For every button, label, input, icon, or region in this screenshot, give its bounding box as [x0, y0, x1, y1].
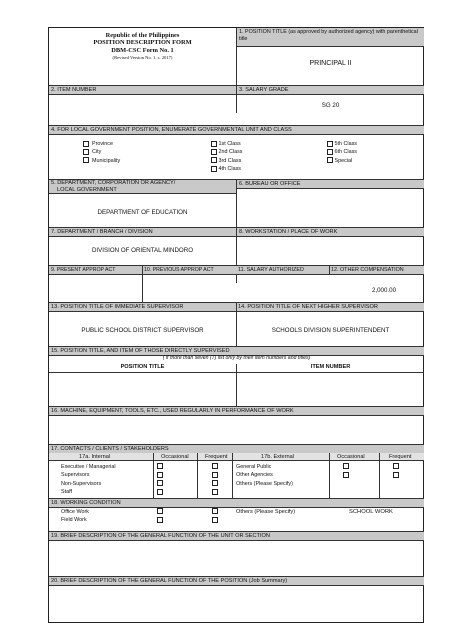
working-condition-office: Office Work [61, 509, 89, 515]
internal-contacts-list [61, 463, 116, 497]
s19-label: 19. BRIEF DESCRIPTION OF THE GENERAL FUNCTION OF THE UNIT OR SECTION [49, 531, 424, 541]
checkbox[interactable] [83, 141, 89, 147]
division-value[interactable]: DIVISION OF ORIENTAL MINDORO [91, 247, 194, 254]
salary-grade-value[interactable]: SG 20 [321, 102, 340, 109]
lgu-unit-list [83, 140, 120, 165]
divider [236, 364, 237, 408]
working-condition-occasional-checkboxes [157, 508, 163, 525]
lgu-class-list-a [211, 140, 242, 174]
checkbox[interactable] [157, 517, 163, 523]
external-occasional-checkboxes [343, 463, 349, 480]
position-description-form [48, 27, 424, 623]
internal-occasional-checkboxes [157, 463, 163, 497]
checkbox[interactable] [212, 517, 218, 523]
internal-contact-supervisors: Supervisors [61, 472, 90, 479]
lgu-option-2nd[interactable]: 2nd Class [211, 148, 242, 156]
s11-label: 11. SALARY AUTHORIZED [238, 267, 304, 273]
header-republic: Republic of the Philippines [105, 32, 180, 39]
form-header [49, 32, 236, 62]
lgu-option-city[interactable]: City [83, 148, 120, 156]
other-compensation-value[interactable]: 2,000.00 [371, 287, 397, 294]
s6-label: 6. BUREAU OR OFFICE [237, 179, 424, 189]
checkbox[interactable] [327, 149, 333, 155]
checkbox[interactable] [212, 508, 218, 514]
s5-label [49, 179, 236, 194]
s8-label: 8. WORKSTATION / PLACE OF WORK [237, 227, 424, 237]
immediate-supervisor-value[interactable]: PUBLIC SCHOOL DISTRICT SUPERVISOR [81, 327, 204, 334]
lgu-option-4th[interactable]: 4th Class [211, 165, 242, 173]
s9-label: 9. PRESENT APPROP ACT [51, 267, 116, 273]
s17-label: 17. CONTACTS / CLIENTS / STAKEHOLDERS [49, 444, 424, 454]
external-frequent-header: Frequent [389, 454, 412, 460]
s7-label: 7. DEPARTMENT / BRANCH / DIVISION [49, 227, 236, 237]
header-form-number: DBM-CSC Form No. 1 [111, 46, 174, 54]
internal-contact-staff: Staff [61, 489, 72, 496]
internal-label: 17a. Internal [79, 454, 111, 460]
internal-contact-non-supervisors: Non-Supervisors [61, 480, 102, 487]
checkbox[interactable] [393, 463, 399, 469]
s12-label: 12. OTHER COMPENSATION [331, 267, 404, 273]
checkbox[interactable] [211, 166, 217, 172]
lgu-option-municipality[interactable]: Municipality [83, 157, 120, 165]
department-value[interactable]: DEPARTMENT OF EDUCATION [97, 209, 188, 216]
checkbox[interactable] [157, 472, 163, 478]
checkbox[interactable] [327, 157, 333, 163]
s5-label-line1: 5. DEPARTMENT, CORPORATION OR AGENCY/ [51, 180, 176, 186]
external-contact-other-agencies: Other Agencies [236, 472, 273, 479]
internal-frequent-header: Frequent [205, 454, 228, 460]
internal-contact-executive: Executive / Managerial [61, 464, 116, 470]
external-contact-general-public: General Public [236, 464, 272, 470]
next-higher-supervisor-value[interactable]: SCHOOLS DIVISION SUPERINTENDENT [271, 327, 390, 334]
s20-label: 20. BRIEF DESCRIPTION OF THE GENERAL FUNCTION OF THE POSITION (Job Summary) [49, 576, 424, 586]
internal-frequent-checkboxes [212, 463, 218, 497]
s16-label: 16. MACHINE, EQUIPMENT, TOOLS, ETC., USED REGULARLY IN PERFORMANCE OF WORK [49, 406, 424, 416]
working-condition-frequent-checkboxes [212, 508, 218, 525]
divider [142, 265, 143, 302]
checkbox[interactable] [393, 472, 399, 478]
checkbox[interactable] [157, 489, 163, 495]
s2-label: 2. ITEM NUMBER [49, 85, 236, 95]
working-condition-others-label: Others (Please Specify) [236, 509, 296, 515]
s10-label: 10. PREVIOUS APPROP ACT [144, 267, 214, 273]
external-frequent-checkboxes [393, 463, 399, 480]
divider [153, 453, 154, 498]
divider [236, 302, 237, 346]
external-occasional-header: Occasional [337, 454, 365, 460]
lgu-option-1st[interactable]: 1st Class [211, 140, 242, 148]
checkbox[interactable] [212, 489, 218, 495]
divider [197, 453, 198, 498]
header-form-title: POSITION DESCRIPTION FORM [93, 39, 192, 47]
divider [329, 265, 330, 275]
divider [232, 453, 233, 498]
checkbox[interactable] [157, 480, 163, 486]
working-condition-list [61, 508, 89, 525]
position-title-column-header: POSITION TITLE [120, 364, 165, 370]
checkbox[interactable] [157, 508, 163, 514]
checkbox[interactable] [83, 149, 89, 155]
s5-label-line2: LOCAL GOVERNMENT [57, 186, 117, 193]
s3-label: 3. SALARY GRADE [237, 85, 424, 95]
external-contacts-list [236, 463, 293, 488]
checkbox[interactable] [212, 472, 218, 478]
lgu-option-3rd[interactable]: 3rd Class [211, 157, 242, 165]
lgu-option-5th[interactable]: 5th Class [327, 140, 357, 148]
divider [329, 453, 330, 498]
s18-label: 18. WORKING CONDITION [49, 498, 424, 508]
checkbox[interactable] [343, 463, 349, 469]
checkbox[interactable] [211, 141, 217, 147]
checkbox[interactable] [211, 149, 217, 155]
s13-label: 13. POSITION TITLE OF IMMEDIATE SUPERVISOR [51, 304, 184, 310]
checkbox[interactable] [212, 480, 218, 486]
lgu-option-province[interactable]: Province [83, 140, 120, 148]
position-title-value[interactable]: PRINCIPAL II [309, 60, 352, 67]
checkbox[interactable] [83, 157, 89, 163]
divider [379, 453, 380, 498]
checkbox[interactable] [157, 463, 163, 469]
lgu-option-6th[interactable]: 6th Class [327, 148, 357, 156]
working-condition-others-value[interactable]: SCHOOL WORK [349, 509, 393, 515]
s1-label: 1. POSITION TITLE (as approved by authorized agency) with parenthetical title [237, 28, 424, 47]
checkbox[interactable] [211, 157, 217, 163]
s14-label: 14. POSITION TITLE OF NEXT HIGHER SUPERVISOR [238, 304, 378, 310]
working-condition-field: Field Work [61, 517, 87, 524]
external-contact-others: Others (Please Specify) [236, 480, 293, 487]
s15-note: ( if more than seven (7) list only by their item numbers and titles) [162, 355, 311, 361]
lgu-class-list-b [327, 140, 357, 165]
item-number-column-header: ITEM NUMBER [310, 364, 351, 370]
checkbox[interactable] [343, 472, 349, 478]
checkbox[interactable] [327, 141, 333, 147]
checkbox[interactable] [212, 463, 218, 469]
header-revision: (Revised Version No. 1, s. 2017) [112, 55, 173, 61]
s4-label: 4. FOR LOCAL GOVERNMENT POSITION, ENUMERATE GOVERNMENTAL UNIT AND CLASS [49, 125, 424, 135]
internal-occasional-header: Occasional [161, 454, 189, 460]
lgu-option-special[interactable]: Special [327, 157, 357, 165]
s15-label: 15. POSITION TITLE, AND ITEM OF THOSE DIRECTLY SUPERVISED [49, 346, 424, 356]
external-label: 17b. External [261, 454, 294, 460]
